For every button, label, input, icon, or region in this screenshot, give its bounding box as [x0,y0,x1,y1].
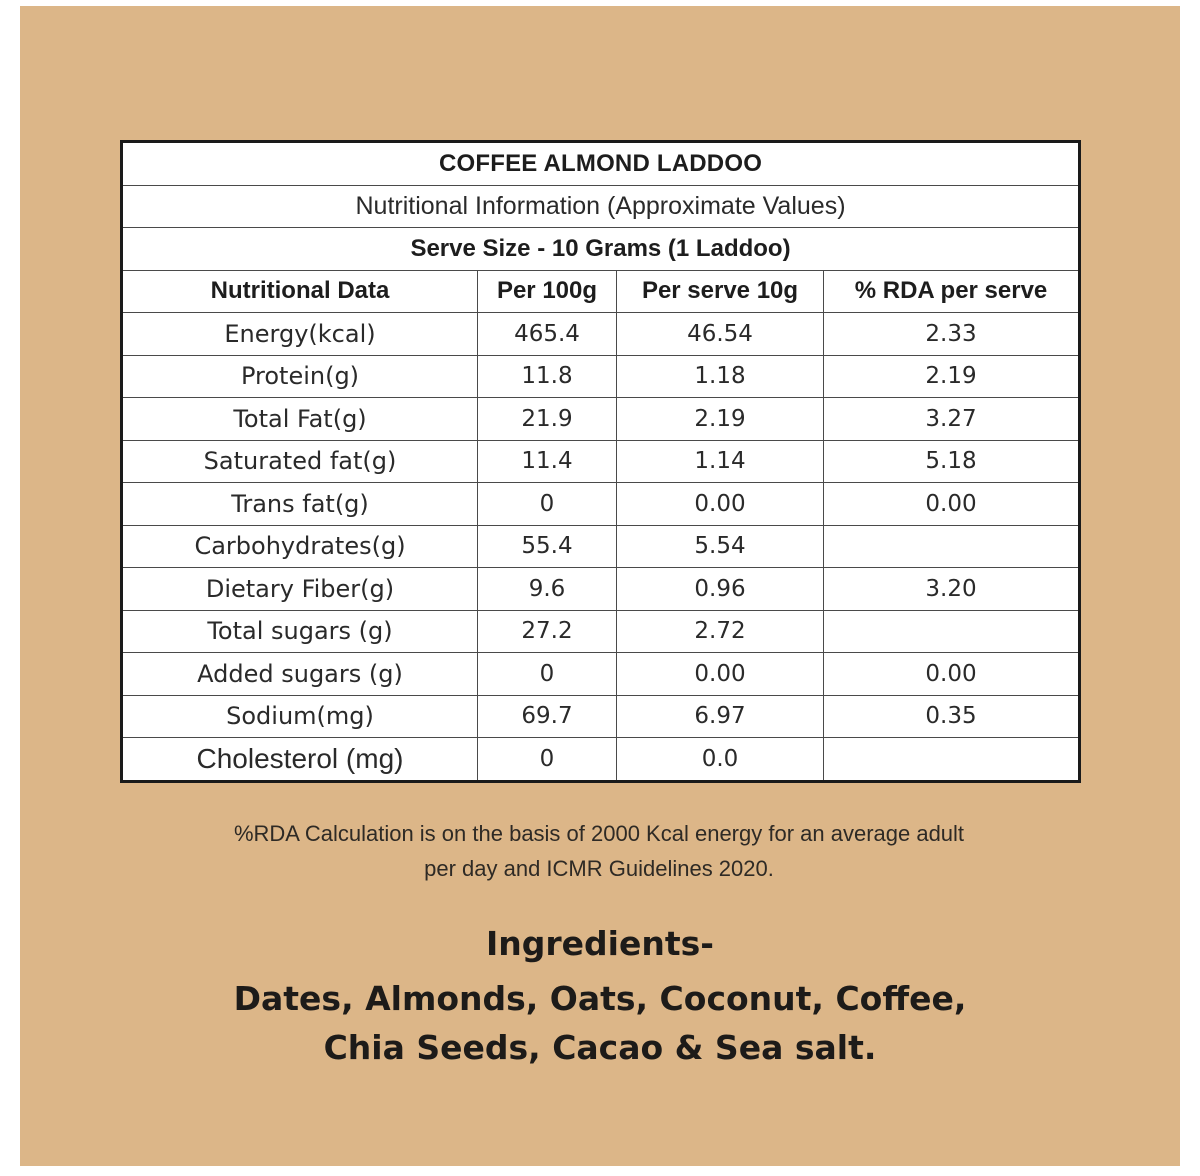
ingredients-list [20,974,1180,1072]
rda-value: 0.35 [824,695,1080,738]
table-row [122,653,1080,696]
column-header-rda: % RDA per serve [824,270,1080,313]
per-serve-value: 6.97 [617,695,824,738]
column-header-per-serve: Per serve 10g [617,270,824,313]
footnote-line: %RDA Calculation is on the basis of 2000 Kcal energy for an average adult [233,821,965,846]
nutrient-name: Energy(kcal) [122,313,478,356]
per-serve-value: 0.00 [617,653,824,696]
per-100g-value: 69.7 [478,695,617,738]
per-serve-value: 0.96 [617,568,824,611]
per-serve-value: 1.14 [617,440,824,483]
per-serve-value: 1.18 [617,355,824,398]
footnote-line: per day and ICMR Guidelines 2020. [424,856,774,881]
rda-value: 3.27 [824,398,1080,441]
ingredients-line: Chia Seeds, Cacao & Sea salt. [323,1028,877,1067]
nutrition-table [120,140,1081,783]
per-serve-value: 0.0 [617,738,824,782]
table-row [122,483,1080,526]
nutrition-subtitle: Nutritional Information (Approximate Values) [122,185,1080,228]
nutrient-name: Total sugars (g) [122,610,478,653]
per-100g-value: 0 [478,738,617,782]
product-title: COFFEE ALMOND LADDOO [122,142,1080,186]
product-label-card [20,6,1180,1166]
table-row [122,398,1080,441]
subtitle-row [122,185,1080,228]
rda-value: 2.33 [824,313,1080,356]
ingredients-heading: Ingredients- [486,924,714,963]
rda-value: 2.19 [824,355,1080,398]
rda-value [824,738,1080,782]
column-header-nutritional-data: Nutritional Data [122,270,478,313]
rda-value: 0.00 [824,653,1080,696]
rda-value: 5.18 [824,440,1080,483]
serve-size-row [122,228,1080,271]
nutrient-name: Cholesterol (mg) [122,738,478,782]
nutrient-name: Protein(g) [122,355,478,398]
per-100g-value: 11.8 [478,355,617,398]
per-100g-value: 465.4 [478,313,617,356]
rda-value [824,610,1080,653]
per-100g-value: 0 [478,483,617,526]
column-header-per-100g: Per 100g [478,270,617,313]
nutrient-name: Carbohydrates(g) [122,525,478,568]
table-row [122,525,1080,568]
header-row [122,270,1080,313]
table-row [122,695,1080,738]
table-row [122,738,1080,782]
per-100g-value: 27.2 [478,610,617,653]
nutrient-name: Total Fat(g) [122,398,478,441]
per-serve-value: 0.00 [617,483,824,526]
rda-value [824,525,1080,568]
table-row [122,440,1080,483]
nutrient-name: Saturated fat(g) [122,440,478,483]
serve-size: Serve Size - 10 Grams (1 Laddoo) [122,228,1080,271]
per-serve-value: 5.54 [617,525,824,568]
rda-value: 0.00 [824,483,1080,526]
nutrient-name: Sodium(mg) [122,695,478,738]
table-row [122,313,1080,356]
table-row [122,568,1080,611]
per-serve-value: 2.19 [617,398,824,441]
nutrient-name: Added sugars (g) [122,653,478,696]
per-serve-value: 2.72 [617,610,824,653]
per-100g-value: 11.4 [478,440,617,483]
title-row [122,142,1080,186]
table-row [122,610,1080,653]
table-row [122,355,1080,398]
per-serve-value: 46.54 [617,313,824,356]
rda-footnote [120,816,1078,886]
per-100g-value: 0 [478,653,617,696]
ingredients-line: Dates, Almonds, Oats, Coconut, Coffee, [233,979,967,1018]
nutrient-name: Trans fat(g) [122,483,478,526]
nutrient-name: Dietary Fiber(g) [122,568,478,611]
per-100g-value: 9.6 [478,568,617,611]
per-100g-value: 21.9 [478,398,617,441]
per-100g-value: 55.4 [478,525,617,568]
rda-value: 3.20 [824,568,1080,611]
